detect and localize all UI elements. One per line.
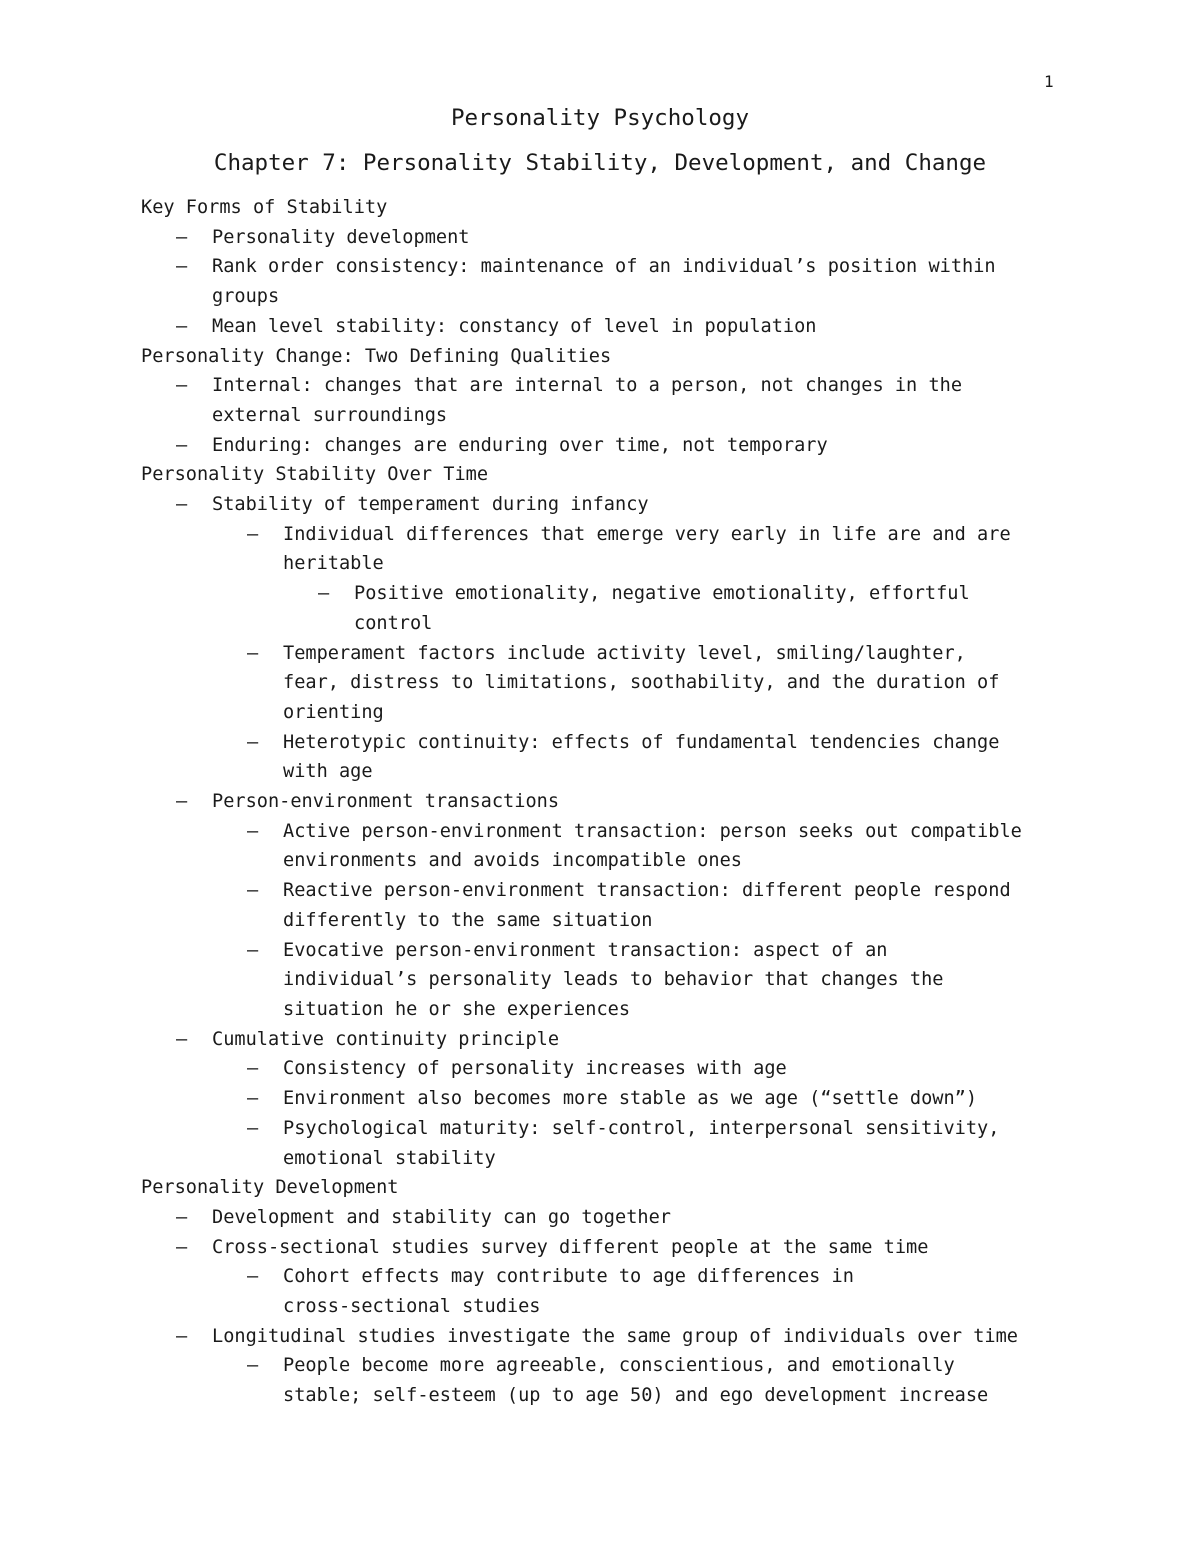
outline-item [141,549,1071,579]
outline-text: Temperament factors include activity level, smiling/laughter, [283,642,966,664]
dash-bullet: – [176,1206,188,1228]
page-number: 1 [1044,72,1054,91]
outline-item [141,490,1071,520]
outline-item [141,401,1071,431]
outline-text: Stability of temperament during infancy [212,494,649,516]
outline-text: differently to the same situation [283,909,653,931]
outline-item [141,312,1071,342]
outline-item [141,698,1071,728]
outline-text: cross-sectional studies [283,1296,541,1318]
outline-text: heritable [283,553,384,575]
dash-bullet: – [247,731,259,753]
outline-text: Personality Stability Over Time [141,464,489,486]
outline-item [141,223,1071,253]
outline-item [141,846,1071,876]
outline-text: Person-environment transactions [212,791,560,813]
outline-text: orienting [283,701,384,723]
outline-text: Psychological maturity: self-control, interpersonal sensitivity, [283,1117,1000,1139]
dash-bullet: – [247,1355,259,1377]
outline-item [141,1292,1071,1322]
outline-text: Mean level stability: constancy of level in population [212,315,817,337]
dash-bullet: – [176,1325,188,1347]
chapter-title: Chapter 7: Personality Stability, Development, and Change [213,150,987,176]
outline-text: Personality Change: Two Defining Qualities [141,345,612,367]
outline-item [141,520,1071,550]
outline-item [141,757,1071,787]
dash-bullet: – [176,434,188,456]
outline-text: Cumulative continuity principle [212,1028,560,1050]
outline-item [141,579,1071,609]
outline-text: Positive emotionality, negative emotionality, effortful [354,583,970,605]
outline-text: Rank order consistency: maintenance of an individual’s position within [212,256,996,278]
outline-text: Key Forms of Stability [141,197,388,218]
outline-text: with age [283,761,373,783]
outline-text: situation he or she experiences [283,998,631,1020]
dash-bullet: – [176,494,188,516]
dash-bullet: – [247,880,259,902]
outline-text: fear, distress to limitations, soothability, and the duration of [283,672,1000,694]
section-heading [141,1173,1071,1203]
outline-item [141,1144,1071,1174]
outline-text: emotional stability [283,1147,496,1169]
outline-text: Enduring: changes are enduring over time, not temporary [212,434,828,456]
outline-text: Cohort effects may contribute to age differences in [283,1266,854,1288]
outline-item [141,1084,1071,1114]
dash-bullet: – [247,939,259,961]
outline-text: Heterotypic continuity: effects of fundamental tendencies change [283,731,1000,753]
outline-item [141,282,1071,312]
dash-bullet: – [247,642,259,664]
outline-item [141,995,1071,1025]
dash-bullet: – [176,791,188,813]
dash-bullet: – [247,1058,259,1080]
outline-item [141,876,1071,906]
section-heading [141,342,1071,372]
dash-bullet: – [176,256,188,278]
outline-text: Consistency of personality increases with age [283,1058,787,1080]
dash-bullet: – [247,1266,259,1288]
outline-text: Reactive person-environment transaction: different people respond [283,880,1011,902]
outline-item [141,1262,1071,1292]
dash-bullet: – [247,1088,259,1110]
outline-item [141,609,1071,639]
outline-text: Personality development [212,226,470,248]
outline-text: environments and avoids incompatible ones [283,850,742,872]
dash-bullet: – [176,226,188,248]
dash-bullet: – [176,1236,188,1258]
outline-text: groups [212,286,280,308]
outline-text: external surroundings [212,404,448,426]
outline-text: Individual differences that emerge very early in life are and are [283,523,1011,545]
outline-item [141,431,1071,461]
outline-item [141,906,1071,936]
dash-bullet: – [176,375,188,397]
dash-bullet: – [318,583,330,605]
dash-bullet: – [176,315,188,337]
outline-text: Longitudinal studies investigate the same group of individuals over time [212,1325,1018,1347]
dash-bullet: – [247,1117,259,1139]
outline-item [141,787,1071,817]
outline-item [141,936,1071,966]
outline-item [141,1054,1071,1084]
outline-text: stable; self-esteem (up to age 50) and ego development increase [283,1385,989,1407]
outline-text: Evocative person-environment transaction: aspect of an [283,939,888,961]
outline-item [141,1351,1071,1381]
outline-text: Environment also becomes more stable as we age (“settle down”) [283,1088,978,1110]
outline-item [141,817,1071,847]
outline-item [141,252,1071,282]
outline-text: Cross-sectional studies survey different people at the same time [212,1236,929,1258]
outline-item [141,965,1071,995]
notes-outline [141,193,1071,1411]
outline-item [141,1381,1071,1411]
outline-text: Development and stability can go together [212,1206,671,1228]
document-title: Personality Psychology [450,105,749,131]
outline-item [141,639,1071,669]
outline-text: Personality Development [141,1177,399,1199]
outline-item [141,1025,1071,1055]
outline-item [141,1203,1071,1233]
dash-bullet: – [247,523,259,545]
outline-item [141,1233,1071,1263]
outline-item [141,1322,1071,1352]
outline-text: control [354,612,433,634]
outline-text: Internal: changes that are internal to a person, not changes in the [212,375,963,397]
outline-item [141,728,1071,758]
section-heading [141,193,1071,223]
dash-bullet: – [247,820,259,842]
outline-text: individual’s personality leads to behavior that changes the [283,969,944,991]
outline-item [141,1114,1071,1144]
dash-bullet: – [176,1028,188,1050]
outline-text: Active person-environment transaction: person seeks out compatible [283,820,1022,842]
section-heading [141,460,1071,490]
outline-item [141,371,1071,401]
outline-item [141,668,1071,698]
outline-text: People become more agreeable, conscientious, and emotionally [283,1355,955,1377]
